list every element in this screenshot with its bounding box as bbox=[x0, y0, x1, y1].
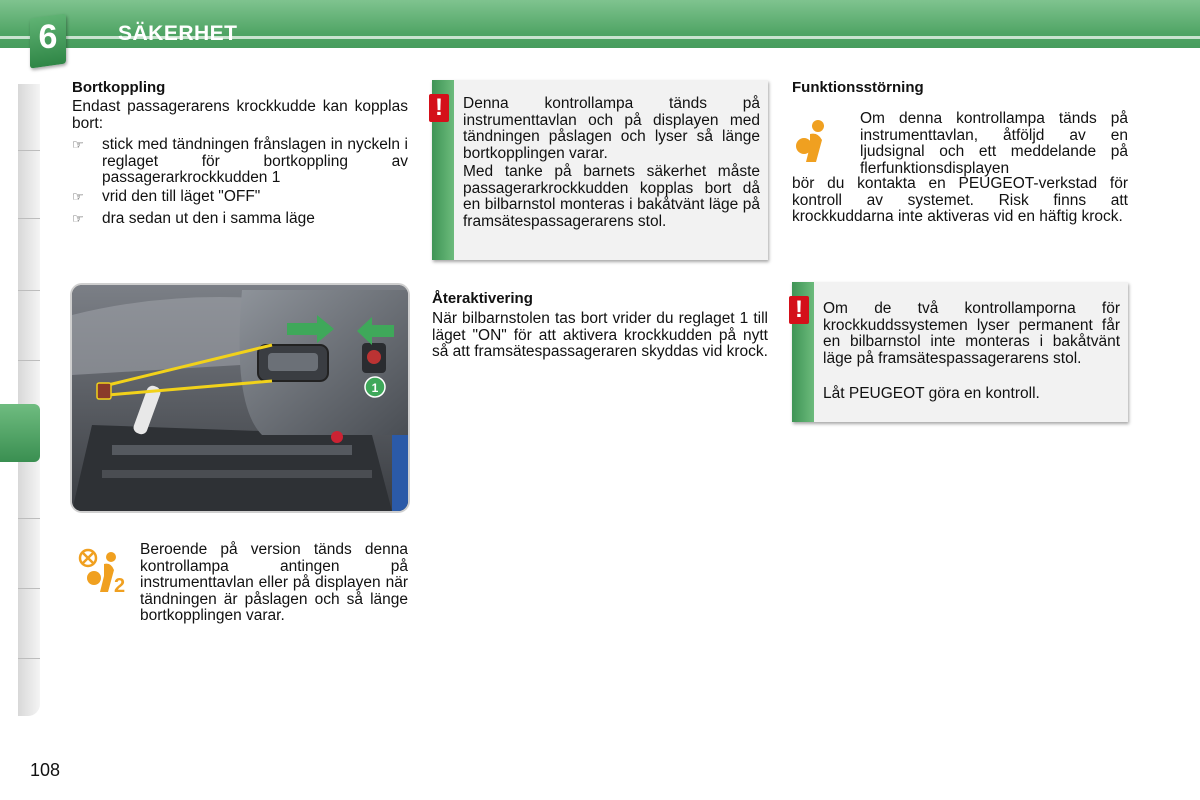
page-number: 108 bbox=[30, 760, 61, 780]
warning-exclamation-icon: ! bbox=[429, 94, 449, 122]
chapter-rail-active-tab[interactable] bbox=[0, 404, 40, 462]
note-paragraph: Denna kontrollampa tänds på instrumenttavlan och på displayen med tändningen påslagen och lyser så länge bortkopplingen varar. bbox=[463, 95, 760, 162]
pointing-hand-icon: ☞ bbox=[72, 211, 84, 226]
airbag-switch-photo bbox=[72, 285, 408, 511]
warning-exclamation-icon: ! bbox=[789, 296, 809, 324]
bullet-text: stick med tändningen frånslagen in nyckeln i reglaget för bortkoppling av passagerarkrockkudden 1 bbox=[102, 136, 408, 186]
bullet-item bbox=[72, 211, 408, 229]
rail-tick bbox=[18, 588, 40, 589]
rail-tick bbox=[18, 518, 40, 519]
chapter-rail bbox=[18, 84, 40, 716]
lamp-description: Beroende på version tänds denna kontrollampa antingen på instrumenttavlan eller på displayen när tändningen är påslagen och så länge bortkopplingen varar. bbox=[140, 541, 408, 624]
bullet-text: vrid den till läget "OFF" bbox=[102, 188, 261, 205]
note-paragraph: Med tanke på barnets säkerhet måste passagerarkrockkudden kopplas bort då en bilbarnstol monteras i bakåtvänt läge på framsätespassagerarens stol. bbox=[463, 163, 760, 230]
rail-tick bbox=[18, 218, 40, 219]
rail-tick bbox=[18, 150, 40, 151]
rail-tick bbox=[18, 290, 40, 291]
airbag-warning-icon bbox=[796, 118, 836, 164]
bullet-text: dra sedan ut den i samma läge bbox=[102, 210, 315, 227]
airbag-off-warning-icon bbox=[78, 548, 128, 596]
rail-tick bbox=[18, 360, 40, 361]
header-strip bbox=[0, 48, 1200, 62]
callout-number: 1 bbox=[371, 381, 379, 395]
ateraktivering-text: När bilbarnstolen tas bort vrider du reglaget 1 till läget "ON" för att aktivera krockkudden på nytt så att framsätespassageraren skyddas vid krock. bbox=[432, 310, 768, 360]
funktionsstorning-text-cont: bör du kontakta en PEUGEOT-verkstad för kontroll av systemet. Risk finns att krockkuddarna inte aktiveras vid en häftig krock. bbox=[792, 175, 1128, 225]
section-heading-bortkoppling: Bortkoppling bbox=[72, 79, 166, 96]
funktionsstorning-text: Om denna kontrollampa tänds på instrumenttavlan, åtföljd av en ljudsignal och ett meddelande på flerfunktionsdisplayen bbox=[860, 110, 1128, 177]
chapter-number: 6 bbox=[38, 18, 58, 56]
bortkoppling-intro: Endast passagerarens krockkudde kan kopplas bort: bbox=[72, 98, 408, 132]
bullet-item bbox=[72, 137, 408, 187]
bullet-item bbox=[72, 189, 408, 207]
note-paragraph: Om de två kontrollamporna för krockkuddssystemen lyser permanent får en bilbarnstol inte monteras i bakåtvänt läge på framsätespassagerarens stol. bbox=[823, 300, 1120, 367]
dashboard-illustration bbox=[72, 285, 408, 511]
section-heading-funktionsstorning: Funktionsstörning bbox=[792, 79, 924, 96]
section-heading-ateraktivering: Återaktivering bbox=[432, 290, 533, 307]
rail-tick bbox=[18, 658, 40, 659]
pointing-hand-icon: ☞ bbox=[72, 137, 84, 152]
page-title: SÄKERHET bbox=[118, 22, 238, 45]
note-paragraph: Låt PEUGEOT göra en kontroll. bbox=[823, 385, 1040, 402]
svg-text:2: 2 bbox=[114, 575, 126, 596]
pointing-hand-icon: ☞ bbox=[72, 189, 84, 204]
